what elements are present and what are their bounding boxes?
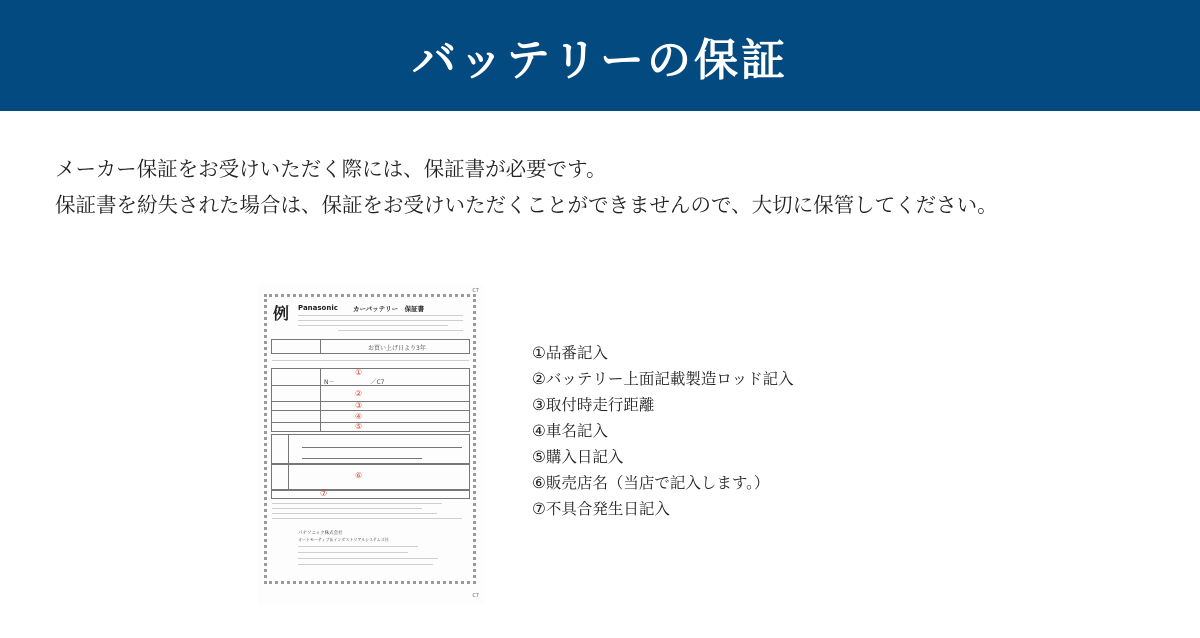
fine-print-line — [298, 558, 438, 559]
warranty-certificate-image — [258, 284, 484, 605]
fine-print-line — [298, 315, 463, 316]
fine-print-line — [298, 564, 433, 565]
fine-print-line — [298, 325, 448, 326]
legend-item: ⑤購入日記入 — [532, 448, 624, 466]
section-divider — [288, 464, 289, 490]
model-number-value: N－ ／C7 — [324, 379, 385, 386]
legend-item: ④車名記入 — [532, 422, 608, 440]
fine-print-line — [298, 552, 408, 553]
fine-print-line — [272, 360, 469, 361]
legend-item: ⑦不具合発生日記入 — [532, 500, 670, 518]
defect-date-row — [271, 490, 470, 499]
fine-print-line — [272, 518, 462, 519]
example-mark: 例 — [273, 304, 290, 323]
certificate-title: カーバッテリー 保証書 — [353, 305, 425, 313]
fine-print-line — [272, 508, 422, 509]
page-header — [0, 0, 1200, 111]
table-line — [271, 401, 470, 402]
legend-item: ②バッテリー上面記載製造ロッド記入 — [532, 370, 794, 388]
fine-print-line — [338, 330, 463, 331]
customer-section — [271, 434, 470, 464]
legend-item: ③取付時走行距離 — [532, 396, 655, 414]
legend-item: ①品番記入 — [532, 344, 608, 362]
marker-4: ④ — [355, 412, 363, 421]
legend-list — [532, 340, 794, 522]
marker-7: ⑦ — [320, 489, 328, 498]
warranty-period: お買い上げ日より3年 — [368, 345, 426, 352]
intro-line-2: 保証書を紛失された場合は、保証をお受けいただくことができませんので、大切に保管してください。 — [55, 193, 998, 217]
company-name: パナソニック株式会社 — [298, 531, 343, 536]
certificate-brand: Panasonic — [298, 304, 338, 312]
intro-text — [55, 151, 1195, 223]
marker-3: ③ — [355, 401, 363, 410]
signature-line — [302, 447, 462, 448]
marker-6: ⑥ — [355, 471, 363, 480]
fine-print-line — [272, 503, 442, 504]
corner-code-top: C7 — [472, 288, 479, 294]
signature-line — [302, 458, 422, 459]
company-division: オートモーティブ＆インダストリアルシステムズ社 — [298, 537, 389, 542]
dealer-section — [271, 464, 470, 490]
marker-2: ② — [355, 389, 363, 398]
table-line — [271, 422, 470, 423]
marker-1: ① — [355, 368, 363, 377]
fine-print-line — [272, 513, 437, 514]
corner-code-bottom: C7 — [472, 593, 479, 599]
page-title: バッテリーの保証 — [412, 34, 788, 86]
intro-line-1: メーカー保証をお受けいただく際には、保証書が必要です。 — [55, 157, 607, 181]
marker-5: ⑤ — [355, 422, 363, 431]
row-divider — [320, 339, 321, 354]
section-divider — [288, 434, 289, 464]
table-line — [271, 410, 470, 411]
fine-print-line — [298, 546, 418, 547]
legend-item: ⑥販売店名（当店で記入します。） — [532, 474, 770, 492]
fine-print-line — [298, 320, 463, 321]
